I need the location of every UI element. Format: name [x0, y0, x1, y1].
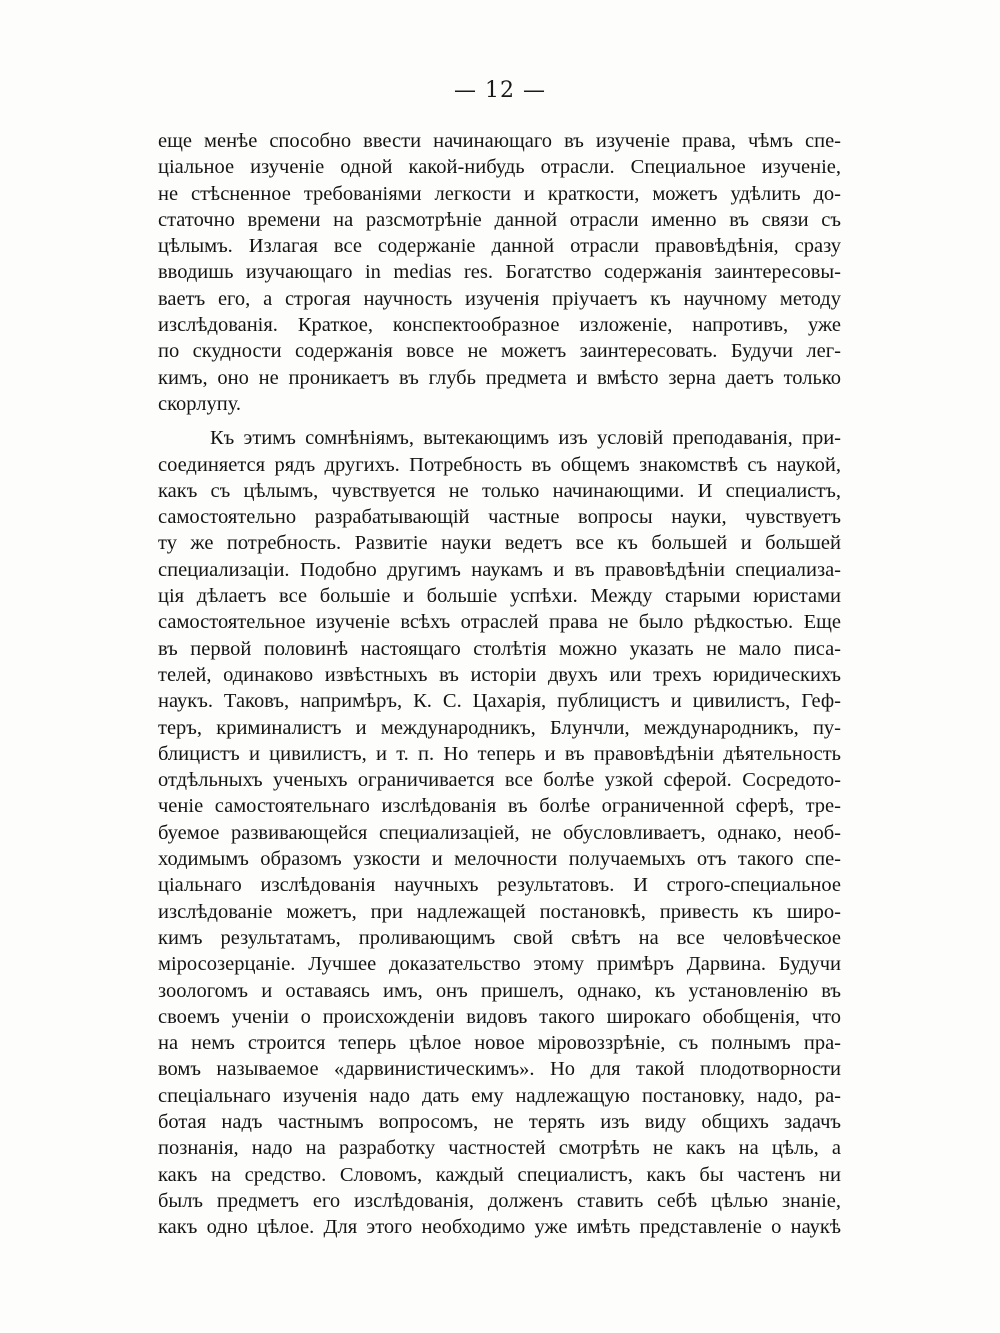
text-line: ція дѣлаетъ все большіе и большіе успѣхи. Между старыми юристами: [158, 585, 841, 608]
text-line: блицистъ и цивилистъ, и т. п. Но теперь и въ правовѣдѣніи дѣятельность: [158, 742, 841, 765]
text-line: цѣлымъ. Излагая все содержаніе данной отрасли правовѣдѣнія, сразу: [158, 235, 841, 258]
paragraph-gap: [158, 417, 841, 425]
text-line: ціальное изученіе одной какой-нибудь отрасли. Специальное изученіе,: [158, 156, 841, 179]
text-line: зоологомъ и оставаясь имъ, онъ пришелъ, однако, къ установленію въ: [158, 979, 841, 1002]
text-line: своемъ ученіи о происхожденіи видовъ такого широкаго обобщенія, что: [158, 1005, 841, 1028]
text-line: самостоятельное изученіе всѣхъ отраслей права не было рѣдкостью. Еще: [158, 611, 841, 634]
text-line: былъ предметъ его изслѣдованія, долженъ ставить себѣ цѣлью знаніе,: [158, 1189, 841, 1212]
text-line: наукъ. Таковъ, напримѣръ, К. С. Цахарія, публицистъ и цивилистъ, Геф-: [158, 690, 841, 713]
text-line: кимъ, оно не проникаетъ въ глубь предмета и вмѣсто зерна даетъ только: [158, 366, 841, 389]
text-line: какъ одно цѣлое. Для этого необходимо уже имѣть представленіе о наукѣ: [158, 1216, 841, 1239]
text-line: на немъ строится теперь цѣлое новое міровоззрѣніе, съ полнымъ пра-: [158, 1032, 841, 1055]
paragraph-2: [158, 425, 841, 1240]
text-line: вомъ называемое «дарвинистическимъ». Но для такой плодотворности: [158, 1058, 841, 1081]
body-text: [158, 128, 841, 1240]
text-line: ченіе самостоятельнаго изслѣдованія въ болѣе ограниченной сферѣ, тре-: [158, 795, 841, 818]
text-line: ту же потребность. Развитіе науки ведетъ все къ большей и большей: [158, 532, 841, 555]
text-line: еще менѣе способно ввести начинающаго въ изученіе права, чѣмъ спе-: [158, 130, 841, 152]
text-line: какъ на средство. Словомъ, каждый специалистъ, какъ бы частенъ ни: [158, 1163, 841, 1186]
text-line: соединяется рядъ другихъ. Потребность въ общемъ знакомствѣ съ наукой,: [158, 453, 841, 476]
text-line: міросозерцаніе. Лучшее доказательство этому примѣръ Дарвина. Будучи: [158, 953, 841, 976]
text-line: скорлупу.: [158, 392, 242, 415]
text-line: не стѣсненное требованіями легкости и краткости, можетъ удѣлить до-: [158, 182, 841, 205]
text-line: въ первой половинѣ настоящаго столѣтія можно указать не мало писа-: [158, 637, 841, 660]
text-line: специализаціи. Подобно другимъ наукамъ и въ правовѣдѣніи специализа-: [158, 558, 841, 581]
text-line: изслѣдованія. Краткое, конспектообразное изложеніе, напротивъ, уже: [158, 314, 841, 337]
text-line: какъ съ цѣлымъ, чувствуется не только начинающими. И специалистъ,: [158, 479, 841, 502]
text-line: ваетъ его, а строгая научность изученія пріучаетъ къ научному методу: [158, 287, 841, 310]
text-line: спеціальнаго изученія надо дать ему надлежащую постановку, надо, ра-: [158, 1084, 841, 1107]
text-line: изслѣдованіе можетъ, при надлежащей постановкѣ, привесть къ широ-: [158, 900, 841, 923]
text-line: статочно времени на разсмотрѣніе данной отрасли именно въ связи съ: [158, 208, 841, 231]
paragraph-1: [158, 128, 841, 417]
text-line: кимъ результатамъ, проливающимъ свой свѣтъ на все человѣческое: [158, 926, 841, 949]
text-line: отдѣльныхъ ученыхъ ограничивается все болѣе узкой сферой. Сосредото-: [158, 769, 841, 792]
text-line: по скудности содержанія вовсе не можетъ заинтересовать. Будучи лег-: [158, 340, 841, 363]
text-line: Къ этимъ сомнѣніямъ, вытекающимъ изъ условій преподаванія, при-: [210, 427, 841, 450]
text-line: самостоятельно разрабатывающій частные вопросы науки, чувствуетъ: [158, 506, 841, 529]
text-line: ціальнаго изслѣдованія научныхъ результатовъ. И строго-специальное: [158, 874, 841, 897]
page-number: — 12 —: [454, 78, 546, 103]
text-line: ботая надъ частнымъ вопросомъ, не терять изъ виду общихъ задачъ: [158, 1110, 841, 1133]
text-line: телей, одинаково извѣстныхъ въ исторіи двухъ или трехъ юридическихъ: [158, 663, 841, 686]
text-line: теръ, криминалистъ и международникъ, Блунчли, международникъ, пу-: [158, 716, 841, 739]
text-line: ходимымъ образомъ узкости и мелочности получаемыхъ отъ такого спе-: [158, 848, 841, 871]
text-line: познанія, надо на разработку частностей смотрѣть не какъ на цѣль, а: [158, 1137, 841, 1160]
text-line: вводишь изучающаго in medias res. Богатство содержанія заинтересовы-: [158, 261, 841, 284]
text-line: буемое развивающейся специализаціей, не обусловливаетъ, однако, необ-: [158, 821, 841, 844]
